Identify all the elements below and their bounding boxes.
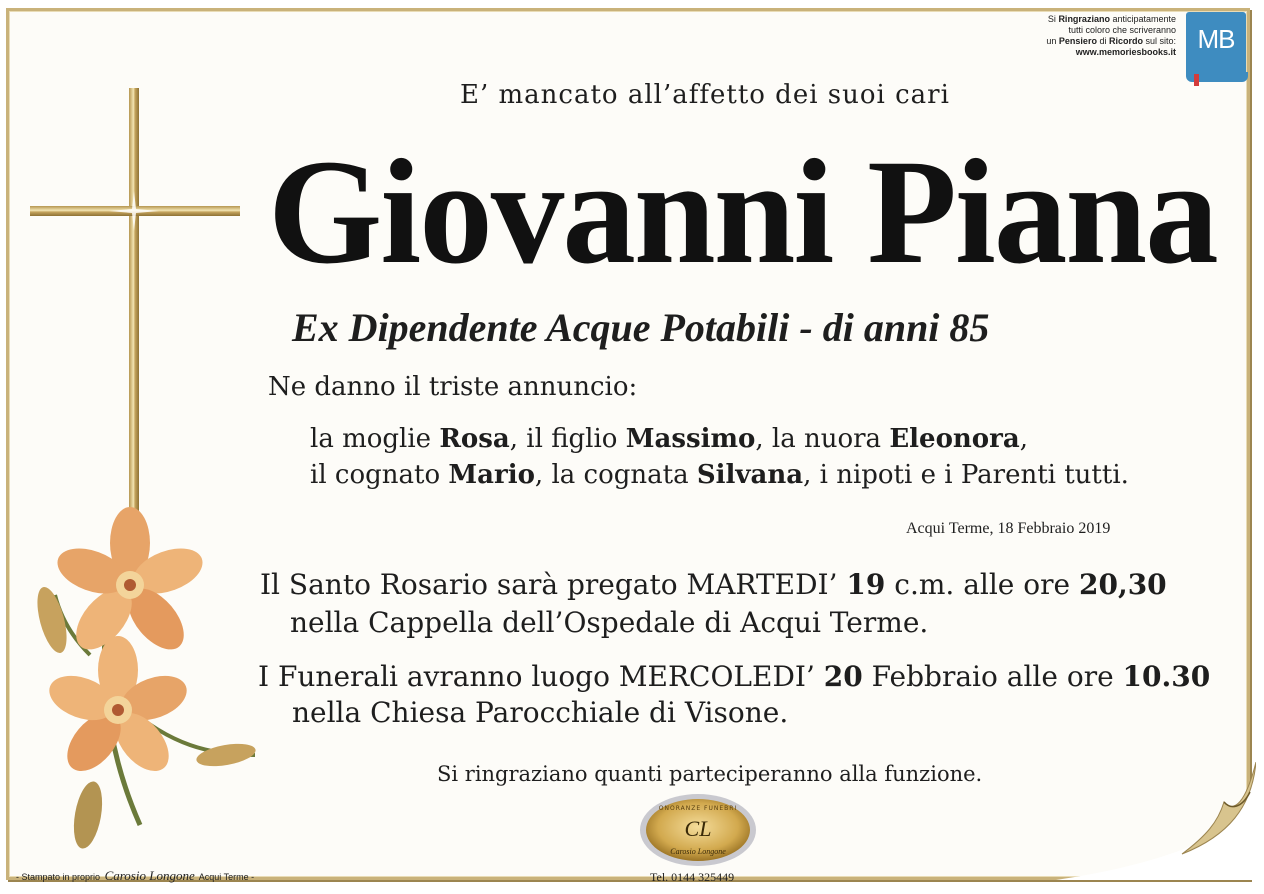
family-line-2-segment: Mario [448,460,535,490]
family-line-1-segment: Rosa [439,424,510,454]
agency-phone: Tel. 0144 325449 [650,870,735,884]
funeral-line-1-segment: I Funerali avranno luogo MERCOLEDI’ [258,660,824,693]
deceased-subtitle: Ex Dipendente Acque Potabili - di anni 85 [292,305,990,350]
rosary-line-1-segment: Il Santo Rosario sarà pregato MARTEDI’ [260,568,847,601]
family-line-2-segment: il cognato [310,460,449,490]
family-line-1 [310,424,1028,454]
intro-line: E’ mancato all’affetto dei suoi cari [460,80,950,110]
rosary-line-1 [260,568,1167,601]
family-line-1-segment: , il figlio [509,424,626,454]
funeral-line-1 [258,660,1210,693]
family-line-1-segment: Massimo [625,424,756,454]
funeral-line-1-segment: 20 [823,660,863,693]
rosary-line-1-segment: 20,30 [1078,568,1167,601]
funeral-line-1-segment: Febbraio alle ore [862,660,1123,693]
cross-sparkle [104,186,164,236]
agency-script: Carosio Longone [670,847,726,856]
agency-ring-text: ONORANZE FUNEBRI [658,805,738,812]
page-curl-decoration [1056,762,1256,882]
rosary-line-1-segment: 19 [846,568,886,601]
family-line-2-segment: , la cognata [534,460,697,490]
family-line-2-segment: , i nipoti e i Parenti tutti. [803,460,1129,490]
funeral-line-1-segment: 10.30 [1122,660,1211,693]
announcement-line: Ne danno il triste annuncio: [268,372,638,402]
memories-url[interactable]: www.memoriesbooks.it [1075,47,1176,57]
mb-logo: MB [1186,12,1246,78]
family-line-1-segment: , la nuora [755,424,890,454]
agency-monogram: CL [684,816,712,841]
family-line-1-segment: , [1019,424,1028,454]
family-line-2 [310,460,1129,490]
lily-flowers-illustration [30,505,270,855]
agency-logo [638,792,758,868]
deceased-name: Giovanni Piana [268,129,1217,295]
family-line-1-segment: la moglie [310,424,440,454]
rosary-line-1-segment: c.m. alle ore [885,568,1079,601]
cross-vertical-beam [129,88,139,518]
funeral-line-2: nella Chiesa Parocchiale di Visone. [292,696,789,729]
date-place: Acqui Terme, 18 Febbraio 2019 [906,520,1111,537]
memories-note: Si Ringraziano anticipatamente tutti coloro che scriveranno un Pensiero di Ricordo sul sito: www.memoriesbooks.it [1000,14,1176,58]
mb-logo-bookmark [1194,74,1199,86]
printed-by-footer: - Stampato in proprio Carosio Longone Acqui Terme - [16,868,255,883]
family-line-1-segment: Eleonora [889,424,1020,454]
family-line-2-segment: Silvana [696,460,804,490]
printed-signature: Carosio Longone [104,868,195,883]
rosary-line-2: nella Cappella dell’Ospedale di Acqui Terme. [290,606,929,639]
thanks-line: Si ringraziano quanti parteciperanno alla funzione. [437,762,983,786]
